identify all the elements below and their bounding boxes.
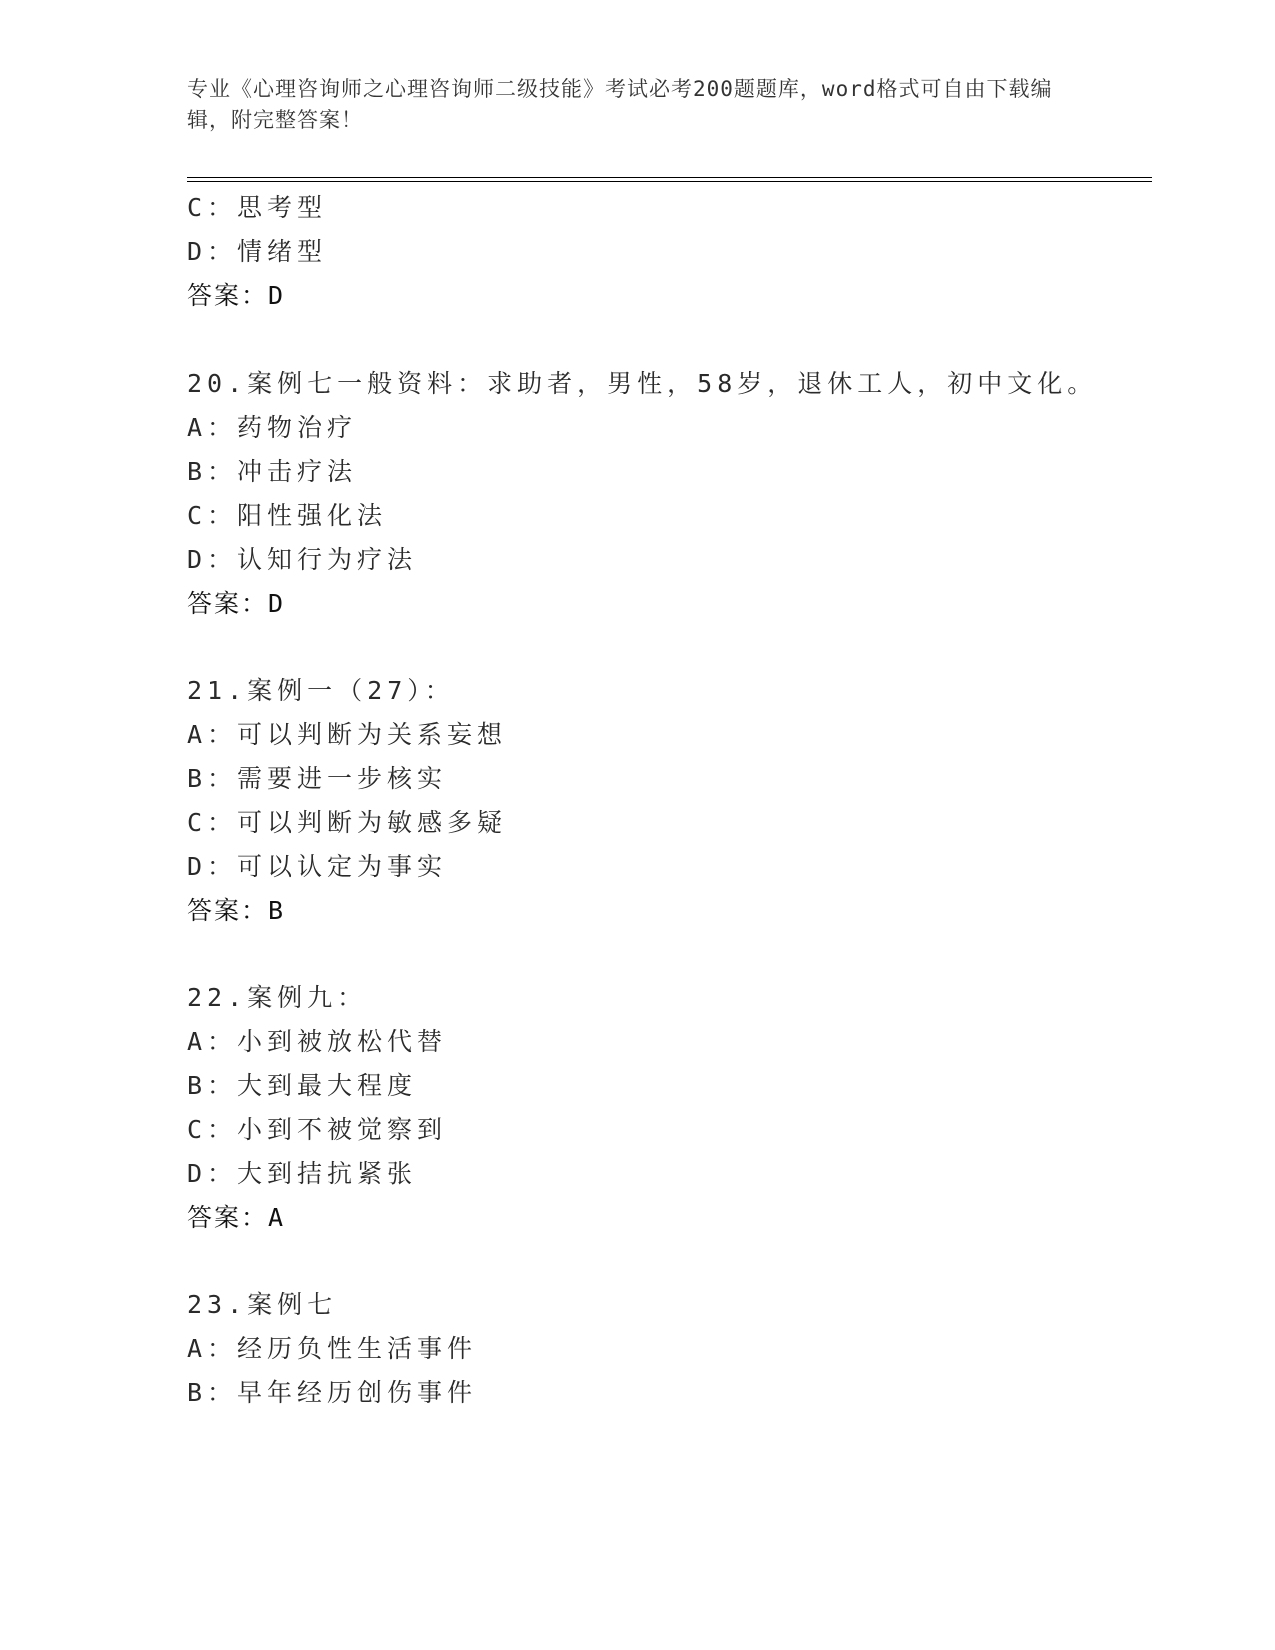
- q19-option-d: D：情绪型: [187, 237, 328, 266]
- q22-answer: 答案：A: [187, 1203, 286, 1232]
- q22-option-b: B：大到最大程度: [187, 1071, 418, 1100]
- q21-option-d: D：可以认定为事实: [187, 852, 448, 881]
- q22-stem: 22.案例九：: [187, 983, 368, 1012]
- q19-answer: 答案：D: [187, 281, 286, 310]
- header-divider-bottom: [187, 181, 1152, 182]
- q23-option-b: B：早年经历创伤事件: [187, 1378, 478, 1407]
- q21-option-a: A：可以判断为关系妄想: [187, 720, 508, 749]
- q22-option-c: C：小到不被觉察到: [187, 1115, 448, 1144]
- q23-option-a: A：经历负性生活事件: [187, 1334, 478, 1363]
- q20-option-d: D：认知行为疗法: [187, 545, 418, 574]
- q20-option-b: B：冲击疗法: [187, 457, 358, 486]
- q21-option-b: B：需要进一步核实: [187, 764, 448, 793]
- q20-option-a: A：药物治疗: [187, 413, 358, 442]
- document-header: 专业《心理咨询师之心理咨询师二级技能》考试必考200题题库，word格式可自由下载编辑，附完整答案！: [187, 77, 1053, 132]
- q20-option-c: C：阳性强化法: [187, 501, 388, 530]
- header-divider-top: [187, 177, 1152, 178]
- q22-option-d: D：大到拮抗紧张: [187, 1159, 418, 1188]
- q20-answer: 答案：D: [187, 589, 286, 618]
- q23-stem: 23.案例七: [187, 1290, 338, 1319]
- q19-option-c: C：思考型: [187, 193, 328, 222]
- q21-option-c: C：可以判断为敏感多疑: [187, 808, 508, 837]
- q21-stem: 21.案例一（27）：: [187, 676, 455, 705]
- q21-answer: 答案：B: [187, 896, 286, 925]
- q22-option-a: A：小到被放松代替: [187, 1027, 448, 1056]
- q20-stem: 20.案例七一般资料：求助者，男性，58岁，退休工人，初中文化。: [187, 369, 1098, 398]
